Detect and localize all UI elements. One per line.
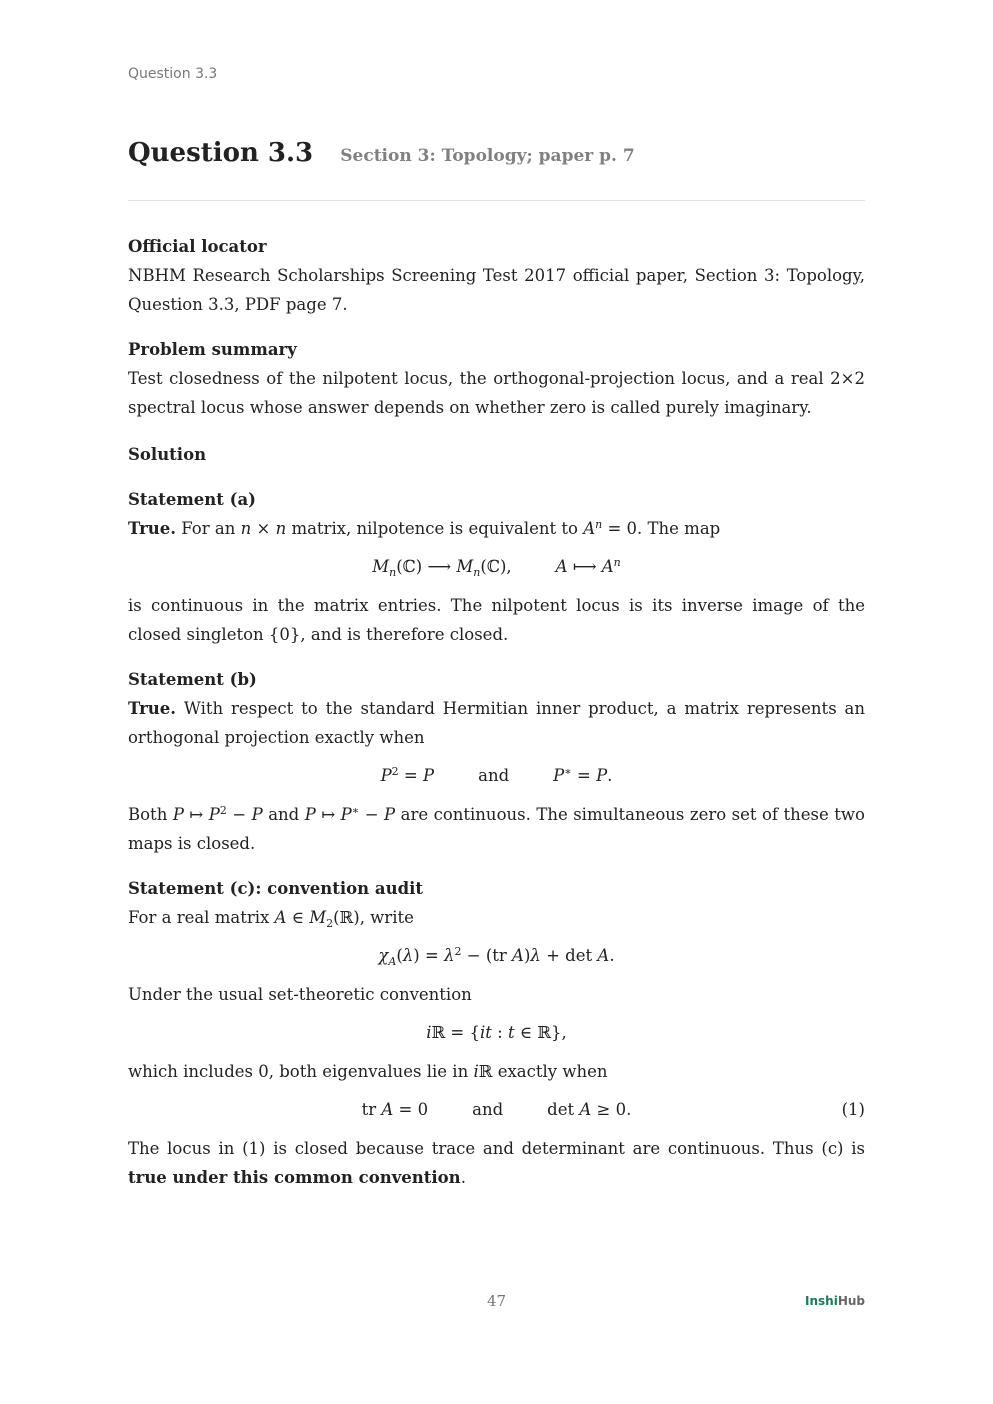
solution-heading: Solution xyxy=(128,445,207,464)
equation-characteristic-polynomial: $\chi_A(\lambda) = \lambda^2 - (tr$ A)λ + det A. xyxy=(378,945,615,968)
statement-c-eigenvalues: which includes 0, both eigenvalues lie in iℝ exactly when xyxy=(128,1062,608,1081)
statement-b-heading: Statement (b) xyxy=(128,670,257,689)
title-subtitle: Section 3: Topology; paper p. 7 xyxy=(340,146,635,166)
summary-text: Test closedness of the nilpotent locus, the orthogonal-projection locus, and a real 2×2 spectral locus whose answer depends on whether zero is called purely imaginary. xyxy=(128,369,865,417)
statement-a-heading: Statement (a) xyxy=(128,490,256,509)
equation-number: (1) xyxy=(841,1100,865,1119)
statement-c-convention: Under the usual set-theoretic convention xyxy=(128,985,472,1004)
equation-projection: $P^2 = P$ and P∗ = P. xyxy=(380,765,613,785)
equation-power-map: $M_n(ℂ)$ ⟶ $M_n(ℂ)$, A ⟼ $A^n$ xyxy=(372,556,621,579)
locator-heading: Official locator xyxy=(128,237,267,256)
equation-1: tr A = 0 and det A ≥ 0. (1) xyxy=(128,1095,865,1125)
statement-b-conclusion: Both P ↦ $P^2 - P$ and P ↦ P∗ − P are continuous. The simultaneous zero set of these two maps is closed. xyxy=(128,804,865,853)
statement-a-verdict: True. xyxy=(128,519,177,538)
statement-c-conclusion: The locus in (1) is closed because trace and determinant are continuous. Thus (c) is true under this common convention. xyxy=(128,1139,865,1187)
page-content xyxy=(128,232,865,1192)
statement-b-text: True. With respect to the standard Hermitian inner product, a matrix represents an orthogonal projection exactly when xyxy=(128,699,865,747)
running-head: Question 3.3 xyxy=(128,66,218,82)
page-title xyxy=(128,138,635,168)
statement-b-verdict: True. xyxy=(128,699,177,718)
statement-a-text: True. For an n × n matrix, nilpotence is equivalent to $A^n = 0$. The map xyxy=(128,518,721,538)
statement-c-heading: Statement (c): convention audit xyxy=(128,879,424,898)
summary-heading: Problem summary xyxy=(128,340,297,359)
statement-c-text: For a real matrix A ∈ $M_2(ℝ)$, write xyxy=(128,908,414,930)
brand-logo: InshiHub xyxy=(805,1294,865,1308)
statement-a-conclusion: is continuous in the matrix entries. The nilpotent locus is its inverse image of the closed singleton {0}, and is therefore closed. xyxy=(128,596,865,644)
page-number: 47 xyxy=(486,1292,507,1310)
locator-text: NBHM Research Scholarships Screening Test 2017 official paper, Section 3: Topology, Question 3.3, PDF page 7. xyxy=(128,266,865,314)
title-divider xyxy=(128,200,865,201)
equation-imaginary-axis: iℝ = {it : t ∈ ℝ}, xyxy=(426,1023,567,1042)
title-main: Question 3.3 xyxy=(128,138,314,168)
